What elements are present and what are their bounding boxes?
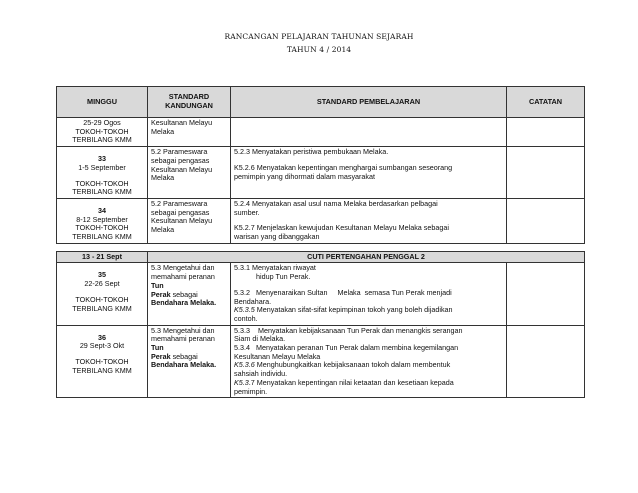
cell-code-italic: K5.3.6	[234, 360, 255, 370]
week-number: 34	[98, 205, 106, 215]
table-row	[57, 263, 585, 325]
cell-text-bold: Bendahara Melaka.	[151, 298, 217, 308]
cell-text: 5.2 Parameswara	[151, 147, 208, 157]
cell-text: Kesultanan Melayu	[151, 118, 213, 127]
cell-text: TERBILANG KMM	[72, 187, 132, 197]
cell-text: K5.2.6 Menyatakan kepentingan menghargai sumbangan seseorang	[234, 162, 453, 172]
header-minggu: MINGGU	[57, 87, 148, 118]
cell-catatan	[507, 325, 585, 398]
cell-text: hidup Tun Perak.	[256, 272, 311, 282]
cell-minggu	[57, 263, 148, 325]
cell-standard-pembelajaran	[231, 118, 507, 147]
cell-text-bold: Tun	[151, 343, 164, 353]
cell-standard-kandungan	[148, 147, 231, 199]
week-dates: 29 Sept-3 Okt	[79, 341, 125, 351]
cell-text: TERBILANG KMM	[72, 232, 132, 242]
cell-text: 5.3.3 Menyatakan kebijaksanaan Tun Perak dan menangkis serangan	[234, 325, 463, 335]
cell-text: Melaka	[151, 225, 175, 235]
cell-catatan	[507, 263, 585, 325]
cell-text: Melaka	[151, 126, 175, 136]
cell-text: K5.2.7 Menjelaskan kewujudan Kesultanan Melayu Melaka sebagai	[234, 223, 449, 233]
cell-standard-pembelajaran	[231, 147, 507, 199]
header-standard-kandungan	[148, 87, 231, 118]
cell-text: 5.3 Mengetahui dan	[151, 263, 215, 273]
cell-code-italic: K5.3	[234, 377, 249, 387]
spacer	[231, 243, 507, 251]
spacer	[148, 243, 231, 251]
cell-minggu	[57, 325, 148, 398]
cell-text: 5.3.2 Menyenaraikan Sultan Melaka semasa Tun Perak menjadi	[234, 287, 452, 297]
table-row	[57, 325, 585, 398]
cell-text: sebagai	[170, 289, 198, 299]
cell-text: TOKOH-TOKOH	[75, 178, 129, 188]
cell-text: TERBILANG KMM	[72, 135, 132, 145]
cell-text: TOKOH-TOKOH	[75, 126, 129, 136]
cell-text: 5.3.4 Menyatakan peranan Tun Perak dalam membina kegemilangan	[234, 343, 459, 353]
cell-text: .7 Menyatakan kepentingan nilai ketaatan dan kesetiaan kepada	[248, 377, 454, 387]
cell-standard-pembelajaran	[231, 198, 507, 243]
cell-standard-kandungan	[148, 118, 231, 147]
cell-catatan	[507, 198, 585, 243]
cell-text: Kesultanan Melayu Melaka	[234, 351, 321, 361]
week-dates: 1-5 September	[78, 162, 126, 172]
header-row	[57, 87, 585, 118]
cell-text: contoh.	[234, 313, 258, 323]
cell-text: memahami peranan	[151, 272, 215, 282]
cell-text: Melaka	[151, 173, 175, 183]
cell-text: TOKOH-TOKOH	[75, 223, 129, 233]
cell-text: 25-29 Ogos	[83, 118, 121, 127]
header-standard-pembelajaran: STANDARD PEMBELAJARAN	[231, 87, 507, 118]
cell-text: 5.2.3 Menyatakan peristiwa pembukaan Melaka.	[234, 147, 389, 157]
cell-standard-kandungan	[148, 198, 231, 243]
cell-minggu	[57, 147, 148, 199]
cell-text: 5.3 Mengetahui dan	[151, 325, 215, 335]
cell-standard-pembelajaran	[231, 263, 507, 325]
week-number: 36	[98, 332, 106, 342]
cell-text: Siam di Melaka.	[234, 334, 286, 344]
cell-text: TOKOH-TOKOH	[75, 294, 129, 304]
table-row	[57, 118, 585, 147]
header-sk-line-1: STANDARD	[168, 92, 210, 102]
week-dates: 22-26 Sept	[84, 279, 120, 289]
cell-text: 5.2.4 Menyatakan asal usul nama Melaka berdasarkan pelbagai	[234, 198, 438, 208]
table-row	[57, 198, 585, 243]
week-number: 35	[98, 270, 106, 280]
cell-text: Kesultanan Melayu	[151, 216, 213, 226]
cell-text: Menyatakan sifat-sifat kepimpinan tokoh yang boleh dijadikan	[254, 305, 453, 315]
lesson-plan-table	[56, 86, 585, 398]
cell-standard-kandungan	[148, 263, 231, 325]
header-catatan: CATATAN	[507, 87, 585, 118]
cell-minggu	[57, 118, 148, 147]
cell-standard-kandungan	[148, 325, 231, 398]
week-dates: 8-12 September	[76, 214, 128, 224]
cell-text-bold: Bendahara Melaka.	[151, 360, 217, 370]
title-line-1: RANCANGAN PELAJARAN TAHUNAN SEJARAH	[224, 32, 414, 41]
cell-text: sumber.	[234, 207, 260, 217]
spacer	[57, 243, 148, 251]
holiday-row	[57, 251, 585, 263]
cell-text: 5.2 Parameswara	[151, 198, 208, 208]
cell-text-bold: Tun	[151, 280, 164, 290]
cell-text: memahami peranan	[151, 334, 215, 344]
cell-text: sebagai	[170, 351, 198, 361]
cell-text: pemimpin.	[234, 386, 268, 396]
cell-text: TERBILANG KMM	[72, 365, 132, 375]
table-row	[57, 147, 585, 199]
header-sk-line-2: KANDUNGAN	[165, 101, 213, 110]
spacer	[507, 243, 585, 251]
cell-text-bold: Perak	[151, 351, 171, 361]
cell-code-italic: K5.3.5	[234, 305, 255, 315]
spacer-row	[57, 243, 585, 251]
holiday-label: CUTI PERTENGAHAN PENGGAL 2	[148, 251, 585, 263]
cell-text: Bendahara.	[234, 296, 272, 306]
cell-text: TERBILANG KMM	[72, 303, 132, 313]
cell-text: sebagai pengasas	[151, 155, 210, 165]
cell-text: sebagai pengasas	[151, 207, 210, 217]
cell-text: Kesultanan Melayu	[151, 164, 213, 174]
cell-text: sahsiah individu.	[234, 369, 288, 379]
cell-text: 5.3.1 Menyatakan riwayat	[234, 263, 316, 273]
cell-catatan	[507, 118, 585, 147]
title-line-2: TAHUN 4 / 2014	[286, 45, 352, 54]
cell-text: warisan yang dibanggakan	[234, 232, 320, 242]
holiday-dates: 13 - 21 Sept	[57, 251, 148, 263]
cell-text-bold: Perak	[151, 289, 171, 299]
cell-text: pemimpin yang dihormati dalam masyarakat	[234, 171, 376, 181]
week-number: 33	[98, 154, 106, 164]
cell-standard-pembelajaran	[231, 325, 507, 398]
cell-text: TOKOH-TOKOH	[75, 357, 129, 367]
cell-minggu	[57, 198, 148, 243]
cell-catatan	[507, 147, 585, 199]
cell-text: Menghubungkaitkan kebijaksanaan tokoh dalam membentuk	[254, 360, 451, 370]
